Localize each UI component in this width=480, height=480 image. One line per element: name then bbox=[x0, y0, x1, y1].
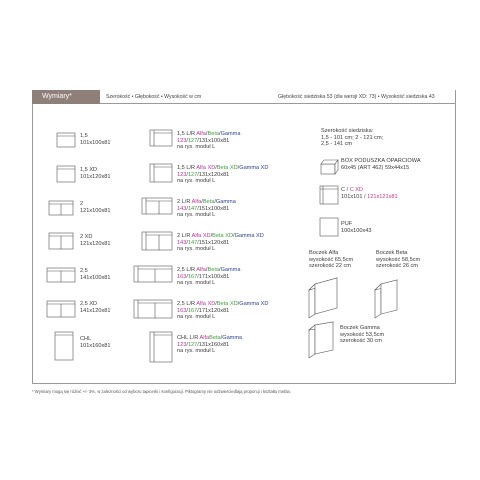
module-2-5-lr-icon bbox=[134, 266, 174, 284]
item-2-5-xd: 2,5 XD 141x120x81 bbox=[80, 301, 111, 314]
armrest-gamma-info: Boczek Gamma wysokość 53,5cm szerokość 30 cm bbox=[340, 325, 385, 345]
armrest-alfa-icon bbox=[309, 278, 341, 318]
sofa-2-icon bbox=[49, 201, 75, 217]
module-2-lr-xd: 2 L/R Alfa XD/Beta XD/Gamma XD 143/147/151x120x81 na rys. moduł L bbox=[177, 233, 264, 253]
armrest-beta-icon bbox=[375, 280, 399, 318]
puf-info: PUF 100x100x43 bbox=[341, 221, 372, 234]
sofa-2-xd-icon bbox=[49, 233, 75, 251]
corner-c-info: C / C XD 101x101 / 121x121x81 bbox=[341, 187, 398, 200]
module-chl-lr-icon bbox=[150, 332, 174, 364]
units-legend: Szerokość • Głębokość • Wysokość w cm bbox=[106, 94, 202, 100]
sofa-1-5-icon bbox=[57, 133, 77, 149]
module-2-lr: 2 L/R Alfa/Beta/Gamma 143/147/151x100x81 na rys. moduł L bbox=[177, 199, 236, 219]
armrest-gamma-icon bbox=[309, 322, 335, 358]
module-1-5-lr-icon bbox=[150, 130, 174, 148]
module-2-lr-icon bbox=[142, 198, 174, 216]
item-chl: CHL 101x160x81 bbox=[80, 336, 111, 349]
module-chl-lr: CHL L/R AlfaBeta/Gamma 123/127/131x160x81 na rys. moduł L bbox=[177, 335, 243, 355]
sofa-2-5-xd-icon bbox=[47, 301, 77, 319]
module-2-lr-xd-icon bbox=[142, 232, 174, 252]
item-2-5: 2,5 141x100x81 bbox=[80, 268, 111, 281]
module-1-5-lr: 1,5 L/R Alfa/Beta/Gamma 123/127/131x100x81 na rys. moduł L bbox=[177, 131, 241, 151]
sofa-1-5-xd-icon bbox=[57, 166, 77, 184]
module-1-5-lr-xd: 1,5 L/R Alfa XD/Beta XD/Gamma XD 123/127/131x120x81 na rys. moduł L bbox=[177, 165, 269, 185]
chaise-chl-icon bbox=[55, 332, 75, 362]
item-2: 2 121x100x81 bbox=[80, 201, 111, 214]
cushion-box-icon bbox=[321, 160, 339, 176]
footnote: * Wymiary mogą się różnić +/- 3%, w zależności od wyboru tapicerki i konfiguracji. Piktogramy nie odzwierciedlają proporcji i kształtu mebla. bbox=[32, 389, 291, 394]
seat-info: Głębokość siedziska 53 (dla wersji XD: 73) • Wysokość siedziska 43 bbox=[278, 94, 435, 100]
module-1-5-lr-xd-icon bbox=[150, 164, 174, 184]
armrest-alfa-info: Boczek Alfa wysokość 65,5cm szerokość 22 cm bbox=[309, 250, 354, 270]
module-2-5-lr-xd-icon bbox=[134, 300, 174, 320]
cushion-box-info: BOX PODUSZKA OPARCIOWA 60x45 (ART 462) 59x44x15 bbox=[341, 158, 421, 171]
item-1-5-xd: 1,5 XD 101x120x81 bbox=[80, 167, 111, 180]
armrest-beta-info: Boczek Beta wysokość 58,5cm szerokość 26 cm bbox=[376, 250, 421, 270]
module-2-5-lr-xd: 2,5 L/R Alfa XD/Beta XD/Gamma XD 163/167/171x120x81 na rys. moduł L bbox=[177, 301, 269, 321]
seat-width-info: Szerokość siedziska: 1,5 - 101 cm; 2 - 121 cm; 2,5 - 141 cm bbox=[321, 128, 384, 148]
item-2-xd: 2 XD 121x120x81 bbox=[80, 234, 111, 247]
item-1-5: 1,5 101x100x81 bbox=[80, 133, 111, 146]
section-tab: Wymiary* bbox=[32, 90, 100, 104]
module-2-5-lr: 2,5 L/R Alfa/Beta/Gamma 163/167/171x100x81 na rys. moduł L bbox=[177, 267, 241, 287]
sofa-2-5-icon bbox=[47, 268, 77, 284]
puf-icon bbox=[320, 218, 340, 238]
corner-c-icon bbox=[320, 186, 340, 206]
